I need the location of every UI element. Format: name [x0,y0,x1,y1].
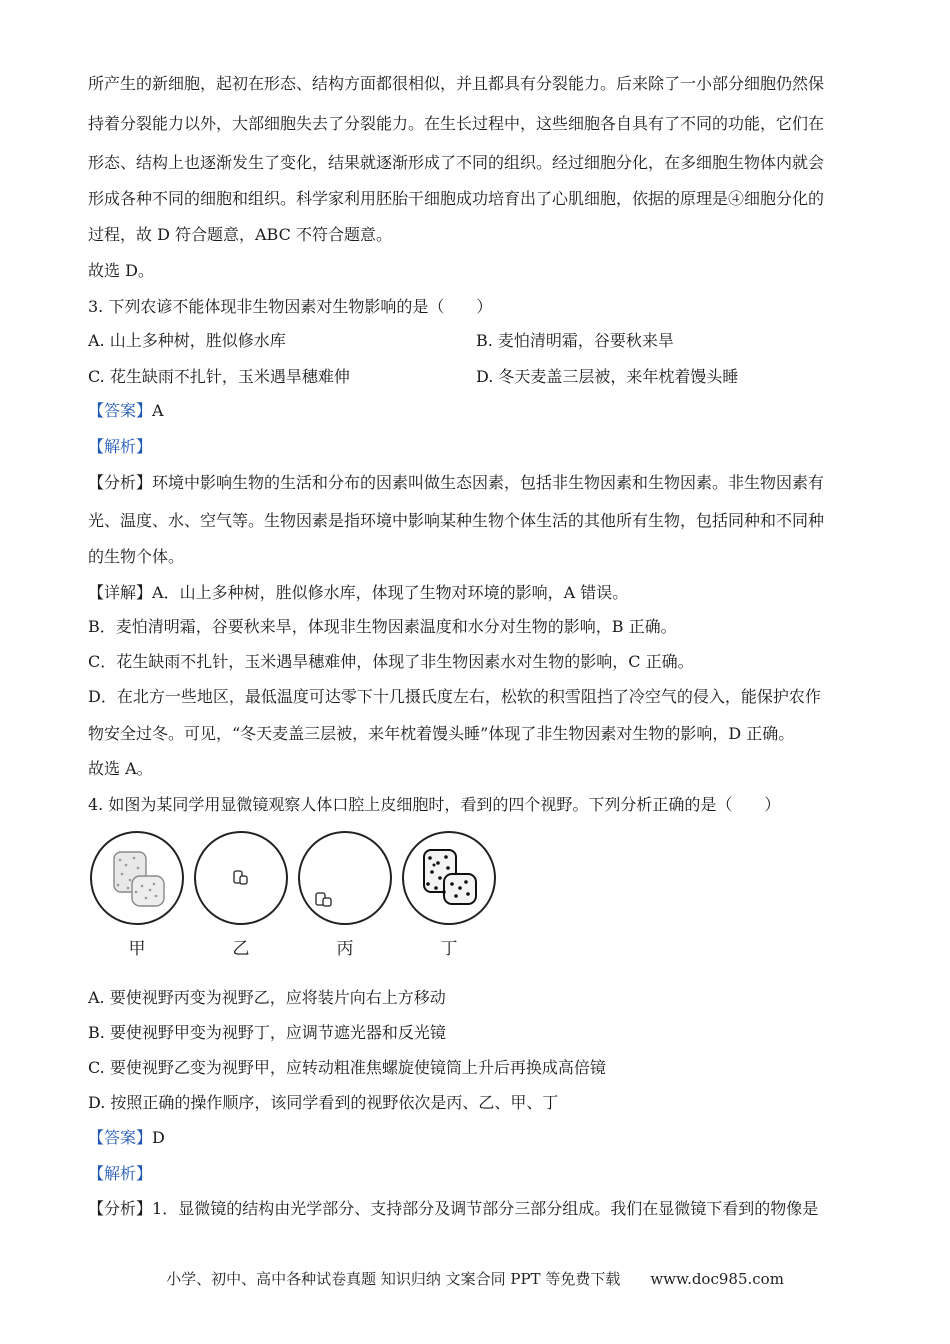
text-line: 形成各种不同的细胞和组织。科学家利用胚胎干细胞成功培育出了心肌细胞，依据的原理是④细胞分化的 [88,189,825,208]
q3-answer [88,400,164,422]
microscope-figure [88,830,508,960]
question-3-stem: 3. 下列农谚不能体现非生物因素对生物影响的是（ ） [88,297,493,316]
page-footer: 小学、初中、高中各种试卷真题 知识归纳 文案合同 PPT 等免费下载 www.doc985.com [166,1270,784,1288]
text-line: 持着分裂能力以外，大部细胞失去了分裂能力。在生长过程中，这些细胞各自具有了不同的功能，它们在 [88,114,825,133]
field-bing [299,832,391,924]
text-line: 故选 A。 [88,759,153,778]
q3-analysis-line [88,472,824,494]
answer-value: A [152,401,164,420]
text-line: D．在北方一些地区，最低温度可达零下十几摄氏度左右，松软的积雪阻挡了冷空气的侵入，能保护农作 [88,687,821,706]
answer-tag: 【答案】 [88,401,153,420]
fenxi-tag: 【分析】 [88,473,153,492]
q4-analysis-line [88,1198,818,1220]
text-line: 的生物个体。 [88,547,185,566]
q4-option-b: B. 要使视野甲变为视野丁，应调节遮光器和反光镜 [88,1023,446,1042]
q4-analysis-tag: 【解析】 [88,1164,153,1183]
text-line: C．花生缺雨不扎针，玉米遇旱穗难伸，体现了非生物因素水对生物的影响，C 正确。 [88,652,694,671]
fenxi-text: 1．显微镜的结构由光学部分、支持部分及调节部分三部分组成。我们在显微镜下看到的物像是 [152,1199,819,1218]
q3-option-a: A. 山上多种树，胜似修水库 [88,331,286,350]
q4-option-d: D. 按照正确的操作顺序，该同学看到的视野依次是丙、乙、甲、丁 [88,1093,559,1112]
q4-answer [88,1127,165,1149]
field-yi [195,832,287,924]
answer-tag: 【答案】 [88,1128,153,1147]
xiangjie-tag: 【详解】 [88,583,153,602]
field-label-ding: 丁 [440,939,458,959]
field-label-jia: 甲 [128,939,146,959]
q3-option-c: C. 花生缺雨不扎针，玉米遇旱穗难伸 [88,367,350,386]
text-line: 光、温度、水、空气等。生物因素是指环境中影响某种生物个体生活的其他所有生物，包括同种和不同种 [88,511,825,530]
q3-analysis-tag: 【解析】 [88,437,153,456]
xiangjie-text: A．山上多种树，胜似修水库，体现了生物对环境的影响，A 错误。 [152,583,629,602]
microscope-fields [88,830,508,930]
fenxi-tag: 【分析】 [88,1199,153,1218]
answer-value: D [152,1128,165,1147]
text-line: 形态、结构上也逐渐发生了变化，结果就逐渐形成了不同的组织。经过细胞分化，在多细胞生物体内就会 [88,153,825,172]
field-ding [403,832,495,924]
fenxi-text: 环境中影响生物的生活和分布的因素叫做生态因素，包括非生物因素和生物因素。非生物因素有 [152,473,825,492]
q3-option-d: D. 冬天麦盖三层被，来年枕着馒头睡 [476,367,739,386]
question-4-stem: 4. 如图为某同学用显微镜观察人体口腔上皮细胞时，看到的四个视野。下列分析正确的是（ ） [88,795,781,814]
q3-option-b: B. 麦怕清明霜，谷要秋来旱 [476,331,674,350]
field-jia [91,832,183,924]
q3-detail-line [88,582,628,604]
text-line: B．麦怕清明霜，谷要秋来旱，体现非生物因素温度和水分对生物的影响，B 正确。 [88,617,677,636]
text-line: 所产生的新细胞，起初在形态、结构方面都很相似，并且都具有分裂能力。后来除了一小部分细胞仍然保 [88,74,825,93]
field-label-yi: 乙 [232,939,250,959]
field-label-bing: 丙 [336,939,354,959]
q4-option-a: A. 要使视野丙变为视野乙，应将装片向右上方移动 [88,988,446,1007]
text-line: 过程，故 D 符合题意，ABC 不符合题意。 [88,225,392,244]
text-line: 物安全过冬。可见，“冬天麦盖三层被，来年枕着馒头睡”体现了非生物因素对生物的影响，D 正确。 [88,724,795,743]
text-line: 故选 D。 [88,261,154,280]
q4-option-c: C. 要使视野乙变为视野甲，应转动粗准焦螺旋使镜筒上升后再换成高倍镜 [88,1058,606,1077]
